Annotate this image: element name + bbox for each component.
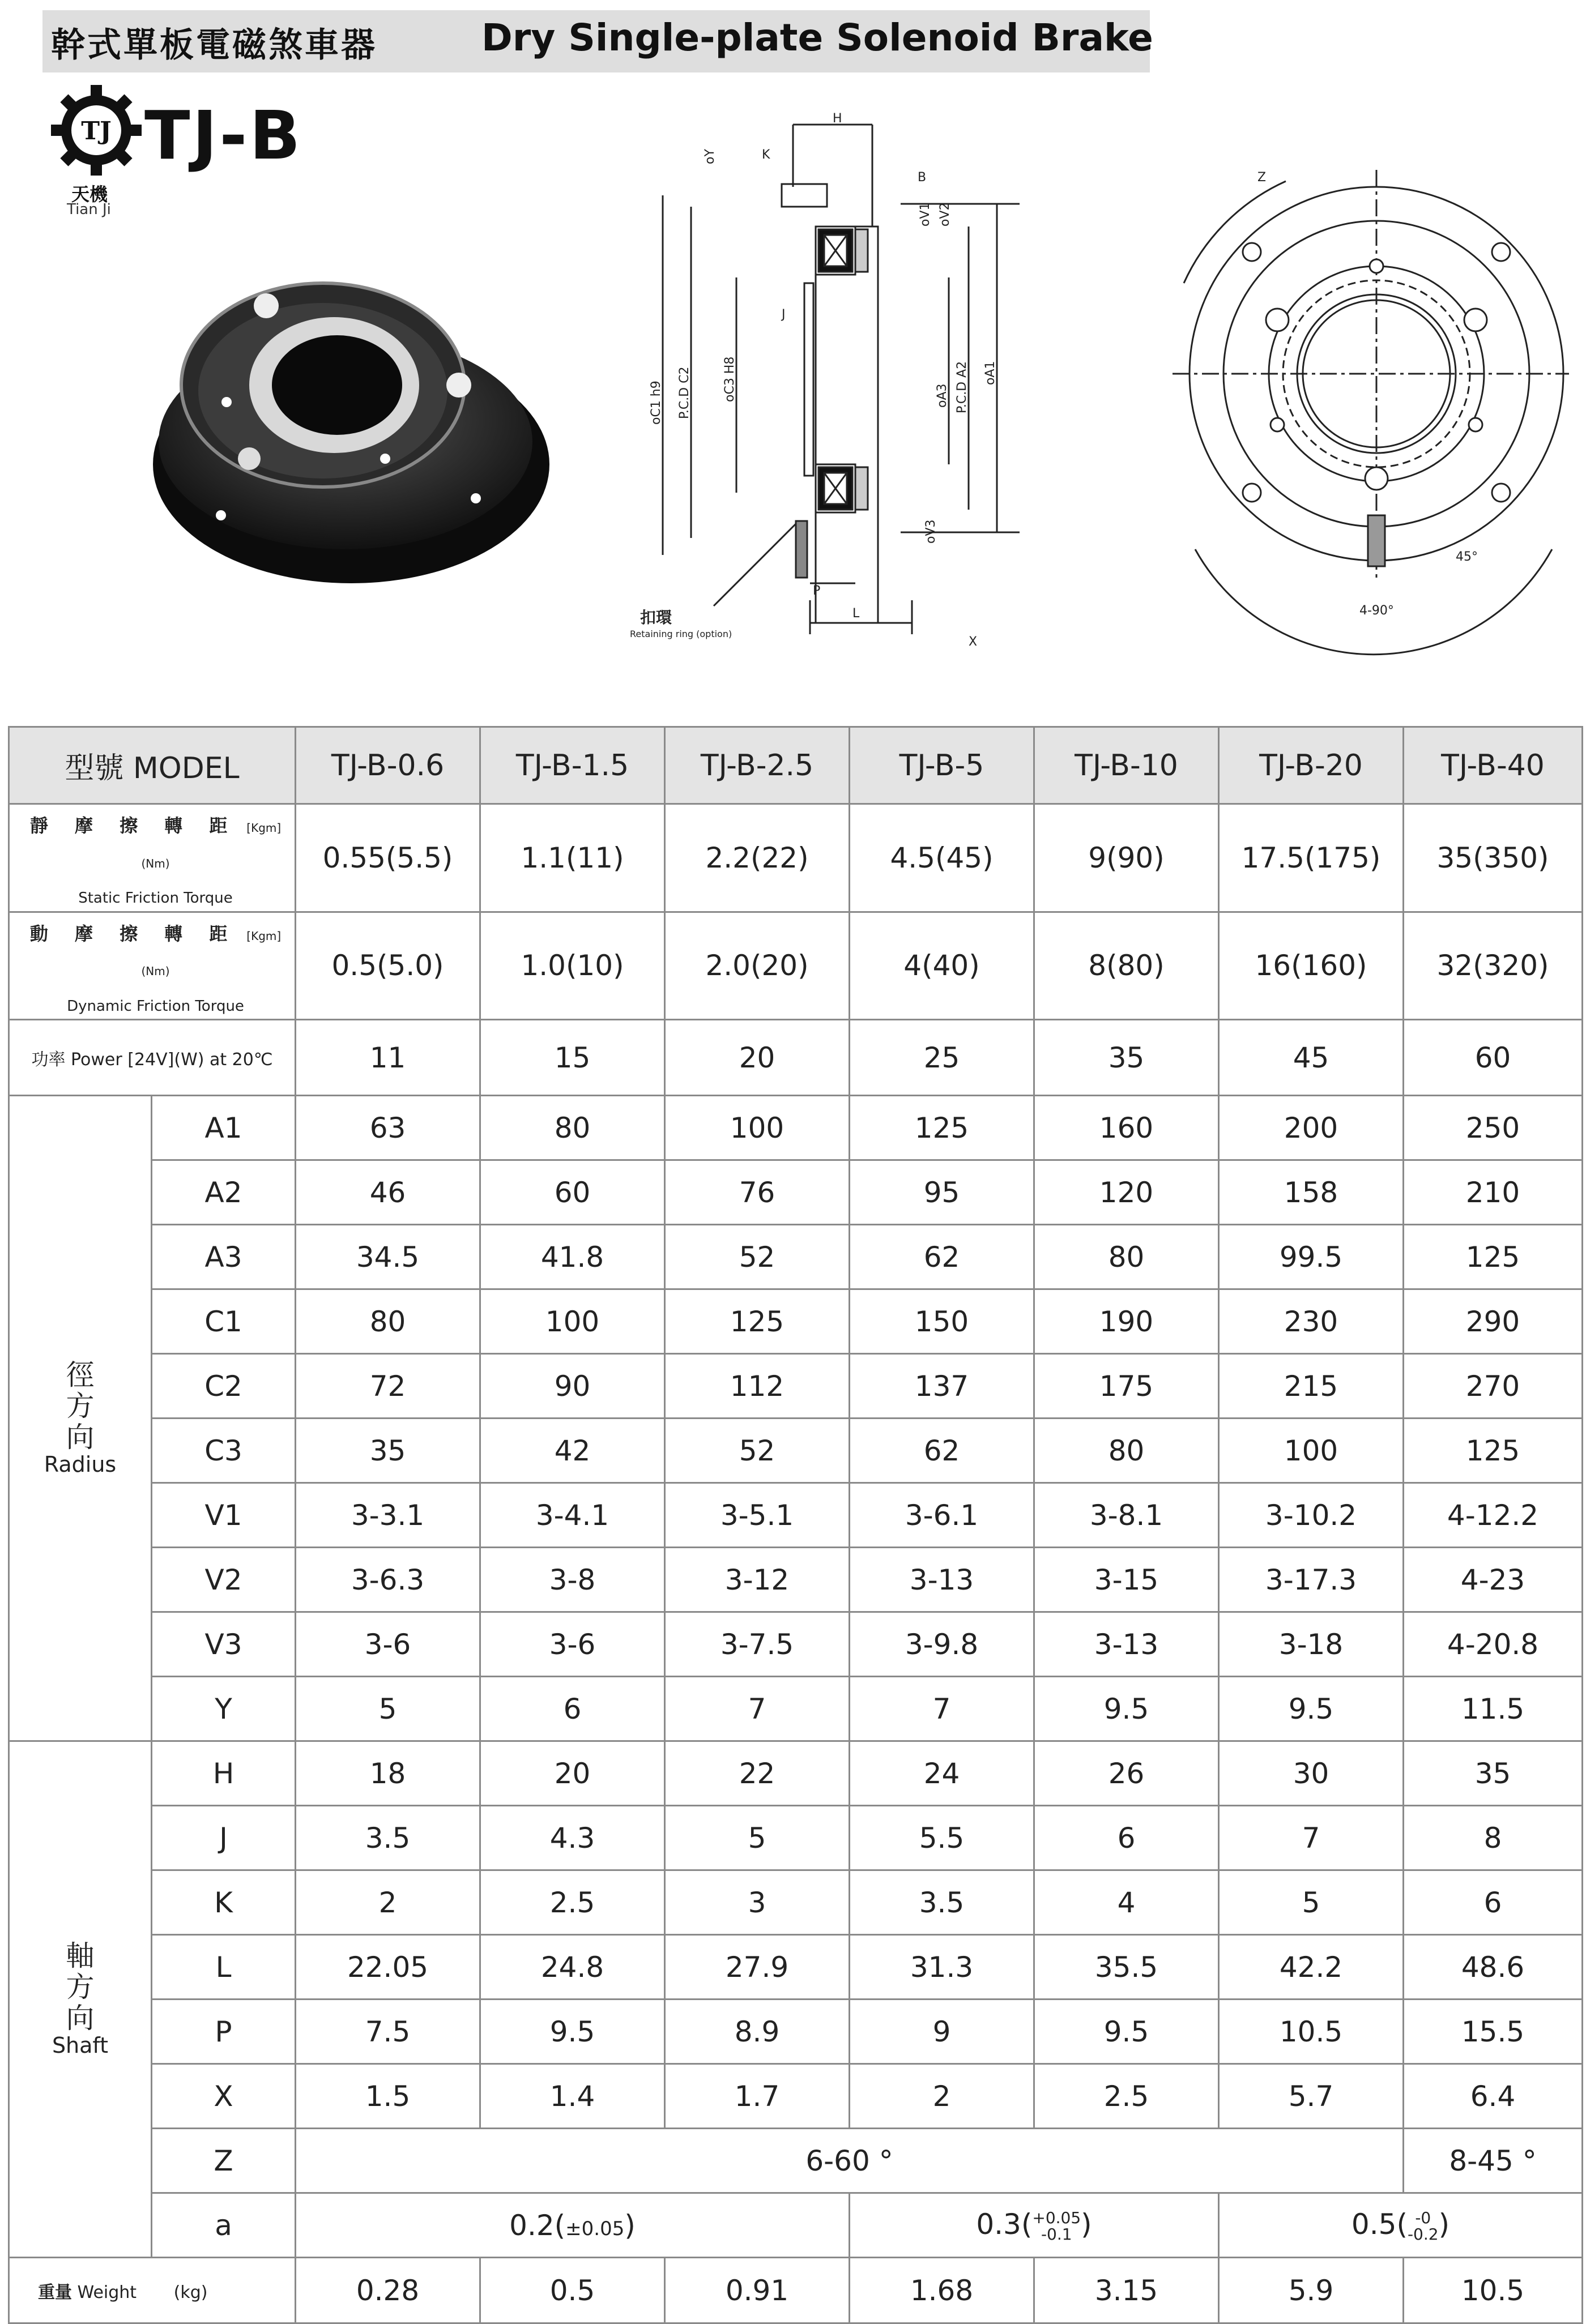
- svg-text:P: P: [813, 584, 821, 598]
- section-drawing: [629, 112, 1037, 649]
- table-cell: 2.2(22): [665, 804, 850, 912]
- svg-text:4-90°: 4-90°: [1359, 604, 1394, 618]
- z-last-value: 8-45 °: [1404, 2129, 1583, 2193]
- table-cell: 0.55(5.5): [296, 804, 480, 912]
- table-row: A2 46 60 76 95 120 158 210: [9, 1160, 1583, 1225]
- table-cell: 10.5: [1404, 2258, 1583, 2323]
- retaining-ring-label-en: Retaining ring (option): [630, 629, 732, 639]
- power-row: [9, 1020, 1583, 1096]
- row-label: L: [152, 1935, 296, 2000]
- table-row: P 7.5 9.5 8.9 9 9.5 10.5 15.5: [9, 2000, 1583, 2064]
- row-label: C3: [152, 1419, 296, 1483]
- table-cell: 8(80): [1034, 912, 1219, 1020]
- row-label: X: [152, 2064, 296, 2129]
- table-row: A3 34.5 41.8 52 62 80 99.5 125: [9, 1225, 1583, 1289]
- row-label: a: [152, 2193, 296, 2258]
- table-cell: 0.5: [480, 2258, 665, 2323]
- row-label: K: [152, 1870, 296, 1935]
- retaining-ring-label-cn: 扣環: [640, 608, 672, 627]
- front-view-drawing: [1161, 153, 1569, 629]
- a-value-1: 0.2(±0.05): [296, 2193, 850, 2258]
- table-cell: 0.28: [296, 2258, 480, 2323]
- svg-text:oY: oY: [703, 149, 717, 164]
- table-cell: 20: [665, 1020, 850, 1096]
- table-cell: 1.0(10): [480, 912, 665, 1020]
- table-header-row: [9, 727, 1583, 804]
- table-cell: 35(350): [1404, 804, 1583, 912]
- table-row: J 3.5 4.3 5 5.5 6 7 8: [9, 1806, 1583, 1870]
- table-row: C2 72 90 112 137 175 215 270: [9, 1354, 1583, 1419]
- svg-text:oV3: oV3: [924, 519, 938, 544]
- svg-text:J: J: [782, 307, 786, 322]
- table-cell: 0.5(5.0): [296, 912, 480, 1020]
- svg-text:B: B: [918, 170, 927, 185]
- table-row: K 2 2.5 3 3.5 4 5 6: [9, 1870, 1583, 1935]
- row-label: Z: [152, 2129, 296, 2193]
- table-row: 軸 方 向 Shaft H 18 20 22 24 26 30 35: [9, 1741, 1583, 1806]
- model-col-3: TJ-B-2.5: [665, 727, 850, 804]
- table-cell: 0.91: [665, 2258, 850, 2323]
- gear-logo-icon: [45, 79, 147, 181]
- table-row: 徑 方 向 Radius A1 63 80 100 125 160 200 250: [9, 1096, 1583, 1160]
- brand-chinese: 天機: [71, 183, 108, 205]
- dynamic-torque-label: 動 摩 擦 轉 距 [Kgm](Nm) Dynamic Friction Torque: [9, 912, 296, 1020]
- model-label: 型號 MODEL: [9, 727, 296, 804]
- table-cell: 32(320): [1404, 912, 1583, 1020]
- static-torque-row: [9, 804, 1583, 912]
- svg-text:P.C.D C2: P.C.D C2: [677, 366, 692, 419]
- svg-text:K: K: [762, 148, 770, 162]
- a-value-2: 0.3(+0.05 -0.1 ): [850, 2193, 1219, 2258]
- svg-text:Z: Z: [1257, 170, 1267, 185]
- table-cell: 1.1(11): [480, 804, 665, 912]
- table-cell: 4(40): [850, 912, 1034, 1020]
- model-col-1: TJ-B-0.6: [296, 727, 480, 804]
- power-label: 功率 Power [24V](W) at 20℃: [9, 1020, 296, 1096]
- specification-table: [8, 726, 1583, 2324]
- z-row: [9, 2129, 1583, 2193]
- title-english: Dry Single-plate Solenoid Brake: [481, 16, 1153, 59]
- model-col-6: TJ-B-20: [1219, 727, 1404, 804]
- a-value-3: 0.5( -0 -0.2): [1219, 2193, 1583, 2258]
- row-label: A2: [152, 1160, 296, 1225]
- row-label: V2: [152, 1548, 296, 1612]
- a-row: [9, 2193, 1583, 2258]
- model-col-2: TJ-B-1.5: [480, 727, 665, 804]
- weight-label: 重量 Weight (kg): [9, 2258, 296, 2323]
- row-label: P: [152, 2000, 296, 2064]
- table-row: V2 3-6.3 3-8 3-12 3-13 3-15 3-17.3 4-23: [9, 1548, 1583, 1612]
- row-label: V3: [152, 1612, 296, 1677]
- svg-text:45°: 45°: [1456, 550, 1478, 564]
- svg-text:oA1: oA1: [983, 361, 997, 385]
- table-cell: 17.5(175): [1219, 804, 1404, 912]
- table-row: C3 35 42 52 62 80 100 125: [9, 1419, 1583, 1483]
- row-label: C1: [152, 1289, 296, 1354]
- radius-group-label: 徑 方 向 Radius: [9, 1096, 152, 1741]
- table-cell: 5.9: [1219, 2258, 1404, 2323]
- brand-name: TJ-B: [144, 96, 303, 174]
- table-row: Y 5 6 7 7 9.5 9.5 11.5: [9, 1677, 1583, 1741]
- logo-badge-text: TJ: [81, 117, 112, 146]
- table-cell: 9(90): [1034, 804, 1219, 912]
- weight-row: [9, 2258, 1583, 2323]
- table-row: X 1.5 1.4 1.7 2 2.5 5.7 6.4: [9, 2064, 1583, 2129]
- table-cell: 45: [1219, 1020, 1404, 1096]
- row-label: V1: [152, 1483, 296, 1548]
- svg-text:X: X: [969, 635, 978, 649]
- row-label: C2: [152, 1354, 296, 1419]
- row-label: H: [152, 1741, 296, 1806]
- svg-text:oC3 H8: oC3 H8: [723, 356, 737, 402]
- svg-text:oV2: oV2: [938, 202, 952, 227]
- table-cell: 15: [480, 1020, 665, 1096]
- dynamic-torque-row: [9, 912, 1583, 1020]
- svg-text:L: L: [852, 606, 860, 621]
- table-cell: 16(160): [1219, 912, 1404, 1020]
- svg-text:oV1: oV1: [918, 202, 932, 227]
- row-label: A1: [152, 1096, 296, 1160]
- brake-product-photo: [136, 272, 549, 606]
- table-cell: 35: [1034, 1020, 1219, 1096]
- title-chinese: 幹式單板電磁煞車器: [51, 25, 377, 65]
- static-torque-label: 靜 摩 擦 轉 距 [Kgm](Nm) Static Friction Torque: [9, 804, 296, 912]
- row-label: A3: [152, 1225, 296, 1289]
- brand-english: Tian Ji: [67, 201, 111, 218]
- z-span-value: 6-60 °: [296, 2129, 1404, 2193]
- table-cell: 60: [1404, 1020, 1583, 1096]
- row-label: Y: [152, 1677, 296, 1741]
- table-cell: 3.15: [1034, 2258, 1219, 2323]
- model-col-5: TJ-B-10: [1034, 727, 1219, 804]
- svg-text:H: H: [833, 112, 842, 126]
- table-cell: 11: [296, 1020, 480, 1096]
- model-col-7: TJ-B-40: [1404, 727, 1583, 804]
- table-row: V1 3-3.1 3-4.1 3-5.1 3-6.1 3-8.1 3-10.2 4-12.2: [9, 1483, 1583, 1548]
- row-label: J: [152, 1806, 296, 1870]
- shaft-group-label: 軸 方 向 Shaft: [9, 1741, 152, 2258]
- table-cell: 4.5(45): [850, 804, 1034, 912]
- table-cell: 1.68: [850, 2258, 1034, 2323]
- svg-text:oC1 h9: oC1 h9: [649, 381, 663, 425]
- model-col-4: TJ-B-5: [850, 727, 1034, 804]
- table-row: C1 80 100 125 150 190 230 290: [9, 1289, 1583, 1354]
- table-row: V3 3-6 3-6 3-7.5 3-9.8 3-13 3-18 4-20.8: [9, 1612, 1583, 1677]
- table-cell: 25: [850, 1020, 1034, 1096]
- table-cell: 2.0(20): [665, 912, 850, 1020]
- svg-text:P.C.D A2: P.C.D A2: [955, 361, 969, 413]
- svg-text:oA3: oA3: [935, 383, 949, 408]
- table-row: L 22.05 24.8 27.9 31.3 35.5 42.2 48.6: [9, 1935, 1583, 2000]
